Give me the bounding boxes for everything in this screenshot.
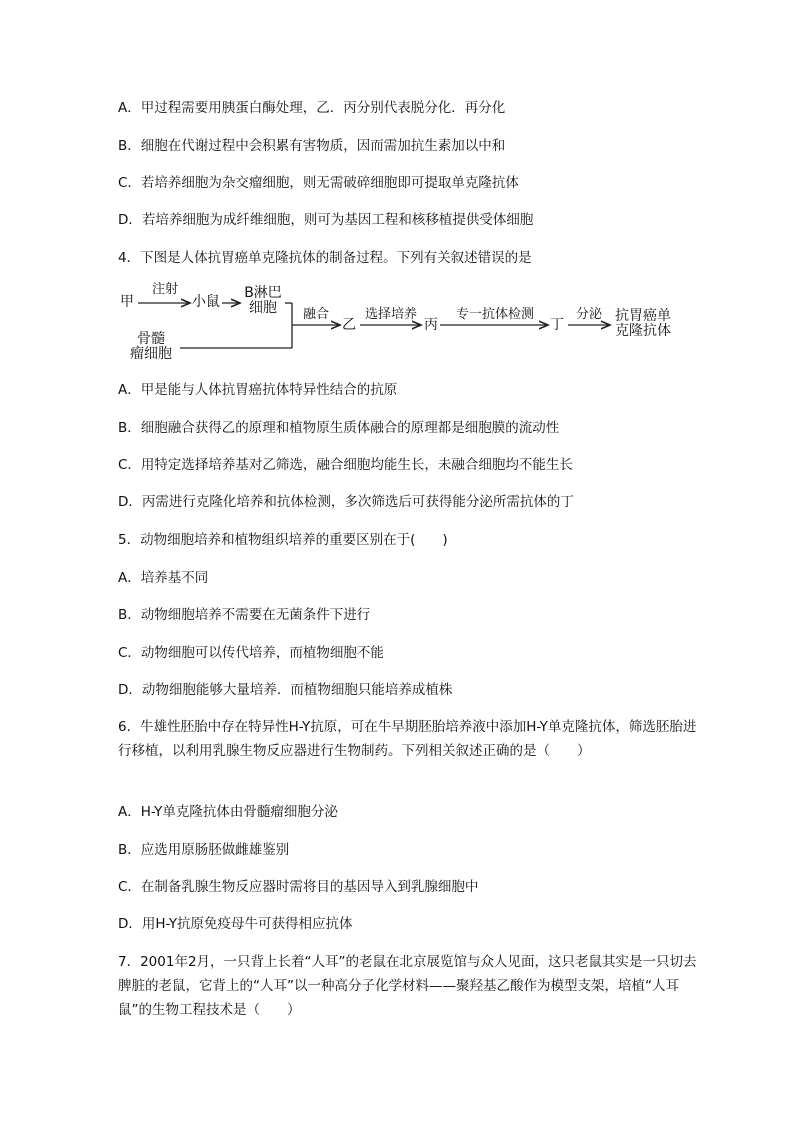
node-antibody <box>612 309 674 339</box>
q4-stem: 4．下图是人体抗胃癌单克隆抗体的制备过程。下列有关叙述错误的是 <box>118 250 532 266</box>
q4-option-c: C．用特定选择培养基对乙筛选，融合细胞均能生长，未融合细胞均不能生长 <box>118 457 573 473</box>
q6-stem: 6．牛雄性胚胎中存在特异性H-Y抗原，可在牛早期胚胎培养液中添加H-Y单克隆抗体，筛选胚胎进行移植，以利用乳腺生物反应器进行生物制药。下列相关叙述正确的是（ ） <box>118 719 697 759</box>
node-mouse: 小鼠 <box>192 294 220 310</box>
b-cell-line-2: 细胞 <box>249 300 277 316</box>
q5-option-b: B．动物细胞培养不需要在无菌条件下进行 <box>118 607 371 623</box>
b-cell-line-1: B淋巴 <box>244 285 282 301</box>
q4-option-a: A．甲是能与人体抗胃癌抗体特异性结合的抗原 <box>118 382 398 398</box>
q5-option-a: A．培养基不同 <box>118 570 209 586</box>
q4-flow-diagram <box>118 278 700 368</box>
node-bing: 丙 <box>424 317 438 333</box>
q5-option-c: C．动物细胞可以传代培养，而植物细胞不能 <box>118 645 384 661</box>
q6-option-d: D．用H-Y抗原免疫母牛可获得相应抗体 <box>118 916 353 932</box>
label-secrete: 分泌 <box>575 307 602 322</box>
q5-option-d: D．动物细胞能够大量培养．而植物细胞只能培养成植株 <box>118 682 453 698</box>
q3-option-b: B．细胞在代谢过程中会积累有害物质，因而需加抗生素加以中和 <box>118 138 506 154</box>
q3-option-a: A．甲过程需要用胰蛋白酶处理，乙．丙分别代表脱分化．再分化 <box>118 100 506 116</box>
antibody-line-2: 克隆抗体 <box>615 323 671 339</box>
label-select-culture: 选择培养 <box>364 307 417 322</box>
antibody-line-1: 抗胃癌单 <box>615 308 671 324</box>
q5-stem: 5．动物细胞培养和植物组织培养的重要区别在于( ) <box>118 532 448 548</box>
label-detect: 专一抗体检测 <box>455 307 534 322</box>
myeloma-line-2: 瘤细胞 <box>130 346 172 362</box>
node-b-cell <box>240 286 286 316</box>
q4-option-d: D．丙需进行克隆化培养和抗体检测，多次筛选后可获得能分泌所需抗体的丁 <box>118 494 574 510</box>
q6-option-a: A．H-Y单克隆抗体由骨髓瘤细胞分泌 <box>118 804 338 820</box>
q4-option-b: B．细胞融合获得乙的原理和植物原生质体融合的原理都是细胞膜的流动性 <box>118 420 560 436</box>
label-fusion: 融合 <box>302 307 329 322</box>
q7-stem: 7．2001年2月，一只背上长着“人耳”的老鼠在北京展览馆与众人见面，这只老鼠其实是一只切去脾脏的老鼠，它背上的“人耳”以一种高分子化学材料——聚羟基乙酸作为模型支架，培植“人耳鼠”的生物工程技术是（ ） <box>118 954 697 1018</box>
node-jia: 甲 <box>120 294 134 310</box>
node-ding: 丁 <box>550 317 564 333</box>
q6-option-b: B．应选用原肠胚做雌雄鉴别 <box>118 842 290 858</box>
label-inject: 注射 <box>151 282 178 297</box>
q3-option-c: C．若培养细胞为杂交瘤细胞，则无需破碎细胞即可提取单克隆抗体 <box>118 175 519 191</box>
q3-option-d: D．若培养细胞为成纤维细胞，则可为基因工程和核移植提供受体细胞 <box>118 212 534 228</box>
node-yi: 乙 <box>342 317 356 333</box>
myeloma-line-1: 骨髓 <box>137 331 165 347</box>
node-myeloma <box>122 332 180 362</box>
q6-option-c: C．在制备乳腺生物反应器时需将目的基因导入到乳腺细胞中 <box>118 879 479 895</box>
